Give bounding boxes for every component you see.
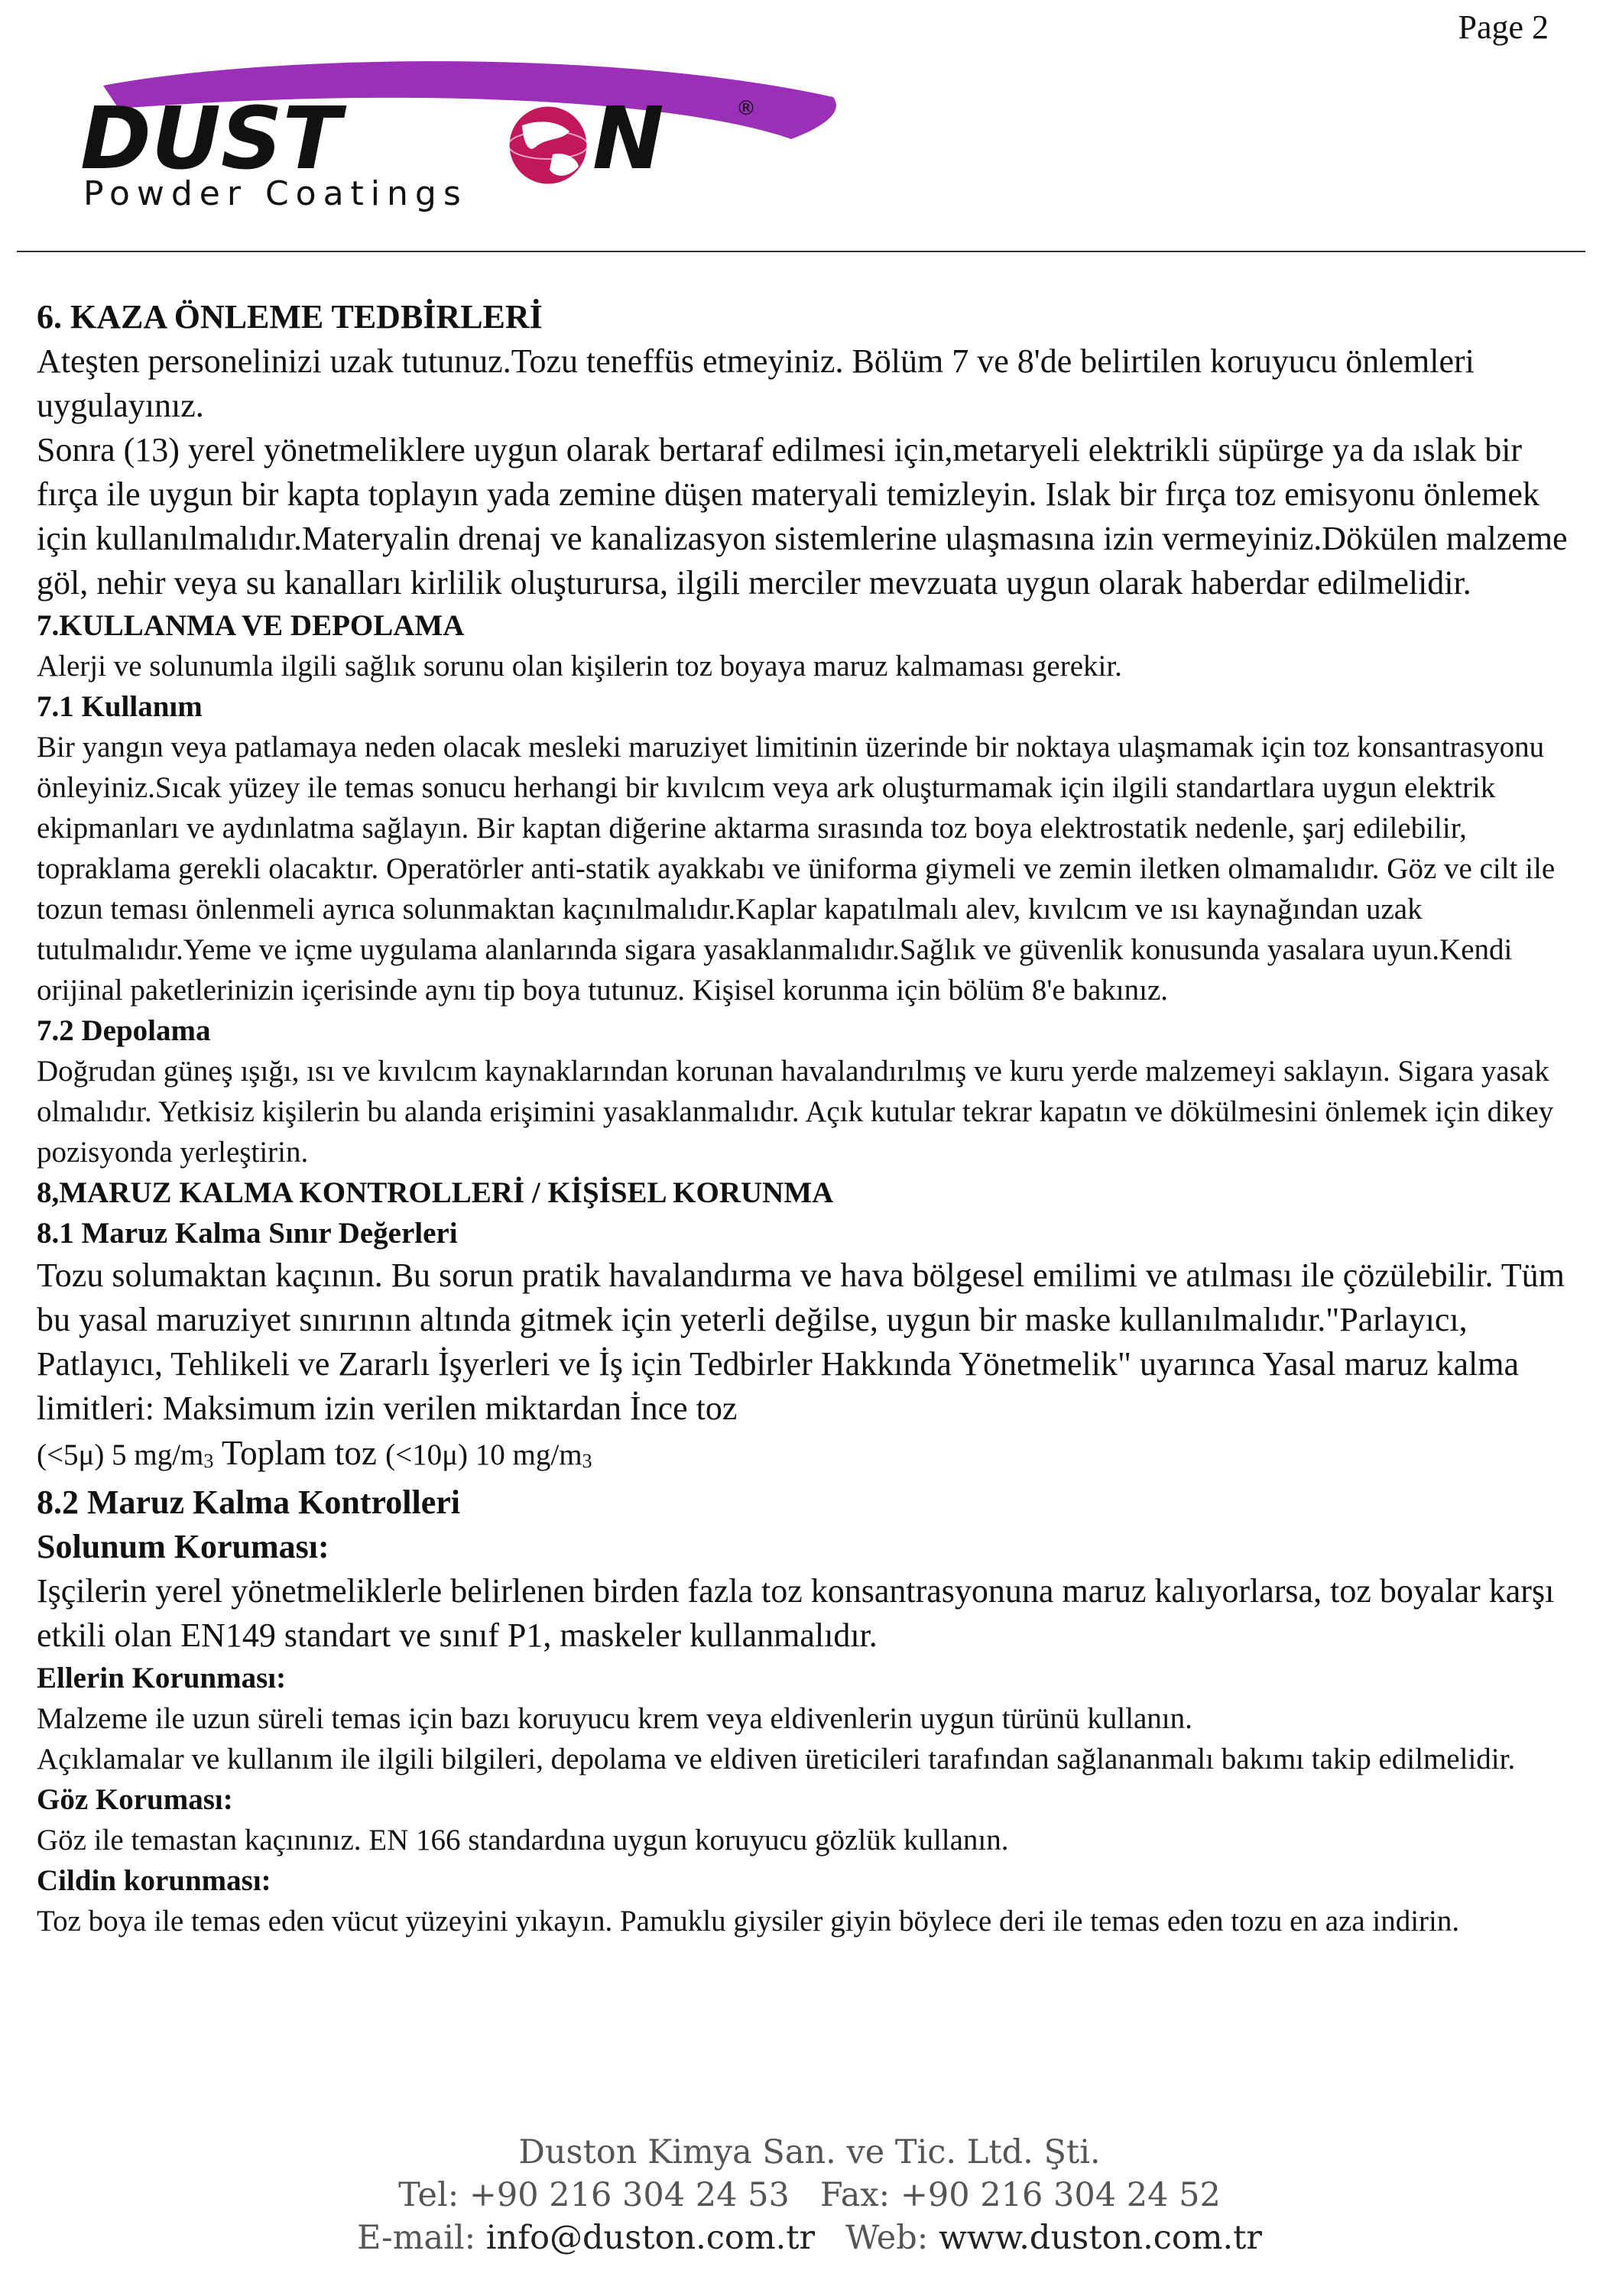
logo-brand-tail: N <box>592 89 664 189</box>
sections-part-1 <box>37 295 1588 1431</box>
page-number: Page 2 <box>1458 8 1549 46</box>
footer-contact-line: E-mail: info@duston.com.tr Web: www.duston.com.tr <box>356 2219 1262 2257</box>
footer-email-link[interactable]: info@duston.com.tr <box>485 2219 816 2257</box>
header-divider <box>17 251 1585 252</box>
paragraph: Açıklamalar ve kullanım ile ilgili bilgileri, depolama ve eldiven üreticileri tarafından sağlananmalı bakımı takip edilmelidir. <box>37 1743 1516 1776</box>
section-heading: 8.2 Maruz Kalma Kontrolleri <box>37 1484 460 1521</box>
paragraph: Alerji ve solunumla ilgili sağlık sorunu olan kişilerin toz boyaya maruz kalmaması gerekir. <box>37 650 1122 683</box>
logo-brand-text: DUST <box>80 89 341 189</box>
exposure-limits-line: (<5μ) 5 $mg/m_3$ Toplam toz (<10μ) 10 $mg/m_3$ <box>37 1434 592 1472</box>
sections-part-2 <box>37 1480 1588 1941</box>
paragraph: Işçilerin yerel yönetmeliklerle belirlenen birden fazla toz konsantrasyonuna maruz kalıyorlarsa, toz boyalar karşı etkili olan EN149 standart ve sınıf P1, maskeler kullanmalıdır. <box>37 1572 1555 1654</box>
paragraph: Toz boya ile temas eden vücut yüzeyini yıkayın. Pamuklu giysiler giyin böylece deri ile temas eden tozu en aza indirin. <box>37 1905 1460 1938</box>
logo-tagline: Powder Coatings <box>83 174 468 213</box>
section-heading: 7.KULLANMA VE DEPOLAMA <box>37 609 465 642</box>
globe-icon <box>508 105 588 185</box>
paragraph: Göz ile temastan kaçınınız. EN 166 standardına uygun koruyucu gözlük kullanın. <box>37 1824 1009 1857</box>
paragraph: Ateşten personelinizi uzak tutunuz.Tozu teneffüs etmeyiniz. Bölüm 7 ve 8'de belirtilen koruyucu önlemleri uygulayınız. <box>37 342 1475 424</box>
section-heading: Solunum Koruması: <box>37 1528 329 1565</box>
section-heading: 7.2 Depolama <box>37 1014 211 1047</box>
footer-fax: +90 216 304 24 52 <box>900 2176 1221 2214</box>
paragraph: Sonra (13) yerel yönetmeliklere uygun olarak bertaraf edilmesi için,metaryeli elektrikli süpürge ya da ıslak bir fırça ile uygun bir kapta toplayın yada zemine düşen materyali temizleyin. Islak bir fırça toz emisyonu önlemek için kullanılmalıdır.Materyalin drenaj ve kanalizasyon sistemlerine ulaşmasına izin vermeyiniz.Dökülen malzeme göl, nehir veya su kanalları kirlilik oluşturursa, ilgili merciler mevzuata uygun olarak haberdar edilmelidir. <box>37 431 1568 602</box>
section-heading: Göz Koruması: <box>37 1783 233 1816</box>
document-body <box>37 295 1588 1941</box>
paragraph: Doğrudan güneş ışığı, ısı ve kıvılcım kaynaklarından korunan havalandırılmış ve kuru yerde malzemeyi saklayın. Sigara yasak olmalıdır. Yetkisiz kişilerin bu alanda erişimini yasaklanmalıdır. Açık kutular tekrar kapatın ve dökülmesini önlemek için dikey pozisyonda yerleştirin. <box>37 1055 1554 1169</box>
duston-logo <box>73 55 837 216</box>
section-heading: Cildin korunması: <box>37 1864 271 1897</box>
footer-company: Duston Kimya San. ve Tic. Ltd. Şti. <box>518 2133 1101 2171</box>
footer-phone-line: Tel: +90 216 304 24 53 Fax: +90 216 304 24 52 <box>398 2176 1221 2214</box>
section-heading: 8,MARUZ KALMA KONTROLLERİ / KİŞİSEL KORUNMA <box>37 1176 834 1209</box>
section-heading: 7.1 Kullanım <box>37 690 203 723</box>
paragraph: Malzeme ile uzun süreli temas için bazı koruyucu krem veya eldivenlerin uygun türünü kullanın. <box>37 1702 1192 1735</box>
paragraph: Tozu solumaktan kaçının. Bu sorun pratik havalandırma ve hava bölgesel emilimi ve atılması ile çözülebilir. Tüm bu yasal maruziyet sınırının altında gitmek için yeterli değilse, uygun bir maske kullanılmalıdır."Parlayıcı, Patlayıcı, Tehlikeli ve Zararlı İşyerleri ve İş için Tedbirler Hakkında Yönetmelik" uyarınca Yasal maruz kalma limitleri: Maksimum izin verilen miktardan İnce toz <box>37 1257 1565 1427</box>
footer-tel: +90 216 304 24 53 <box>469 2176 790 2214</box>
paragraph: Bir yangın veya patlamaya neden olacak mesleki maruziyet limitinin üzerinde bir noktaya ulaşmamak için toz konsantrasyonu önleyiniz.Sıcak yüzey ile temas sonucu herhangi bir kıvılcım veya ark oluşturmamak için ilgili standartlara uygun elektrik ekipmanları ve aydınlatma sağlayın. Bir kaptan diğerine aktarma sırasında toz boya elektrostatik nedenle, şarj edilebilir, topraklama gerekli olacaktır. Operatörler anti-statik ayakkabı ve üniforma giymeli ve zemin iletken olmamalıdır. Göz ve cilt ile tozun teması önlenmeli ayrıca solunmaktan kaçınılmalıdır.Kaplar kapatılmalı alev, kıvılcım ve ısı kaynağından uzak tutulmalıdır.Yeme ve içme uygulama alanlarında sigara yasaklanmalıdır.Sağlık ve güvenlik konusunda yasalara uyun.Kendi orijinal paketlerinizin içerisinde aynı tip boya tutunuz. Kişisel korunma için bölüm 8'e bakınız. <box>37 731 1556 1007</box>
section-heading: 6. KAZA ÖNLEME TEDBİRLERİ <box>37 298 543 336</box>
section-heading: 8.1 Maruz Kalma Sınır Değerleri <box>37 1217 458 1250</box>
page-footer <box>0 2131 1619 2259</box>
section-heading: Ellerin Korunması: <box>37 1662 287 1694</box>
footer-web-link[interactable]: www.duston.com.tr <box>938 2219 1262 2257</box>
registered-mark: ® <box>736 97 756 120</box>
